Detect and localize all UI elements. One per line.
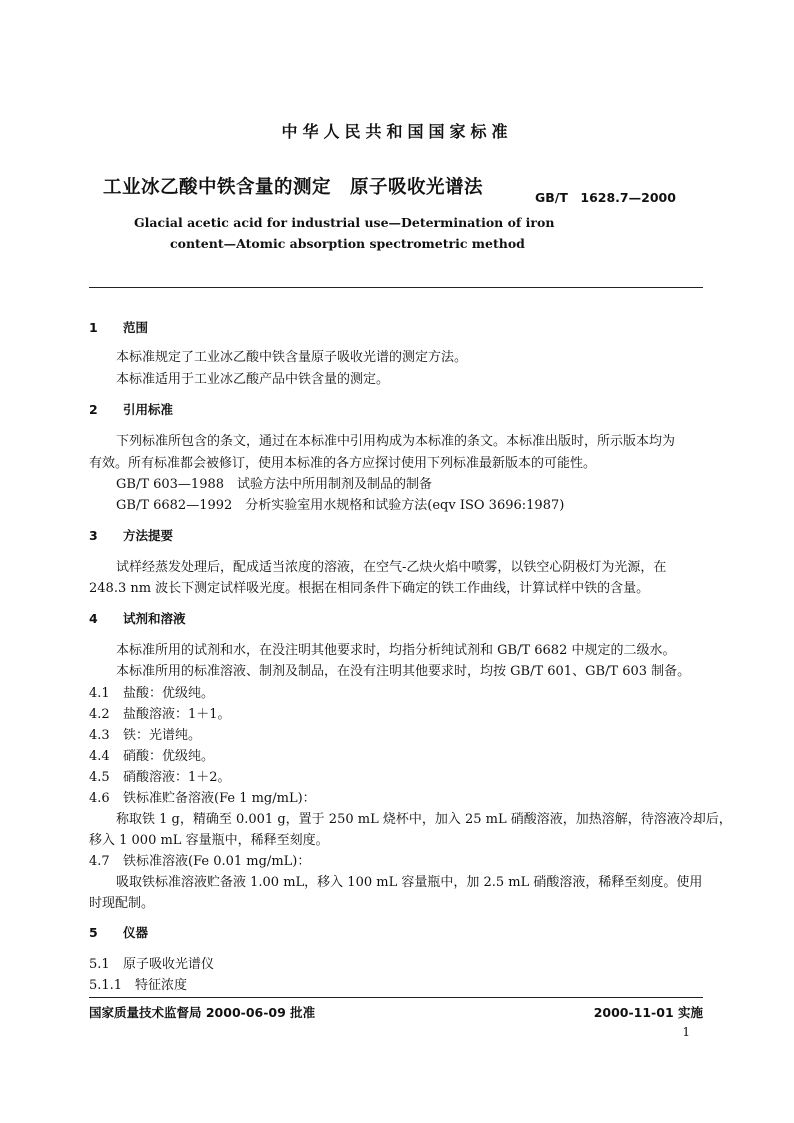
standard-number: GB/T 1628.7—2000 (535, 190, 676, 205)
list-item (89, 787, 316, 806)
footer-divider (89, 997, 703, 998)
clause-4-7-detail-line-1: 吸取铁标准溶液贮备液 1.00 mL，移入 100 mL 容量瓶中，加 2.5 mL 硝酸溶液，稀释至刻度。使用 (116, 875, 703, 890)
clause-text: 铁标准贮备溶液(Fe 1 mg/mL)： (123, 791, 316, 806)
document-title-en-line2: content—Atomic absorption spectrometric method (170, 236, 525, 251)
document-title-en-line1: Glacial acetic acid for industrial use—Determination of iron (134, 215, 555, 230)
list-item (89, 745, 214, 764)
section-4-para-2: 本标准所用的标准溶液、制剂及制品，在没有注明其他要求时，均按 GB/T 601、GB/T 603 制备。 (116, 664, 691, 679)
clause-number: 5.1 (89, 957, 110, 972)
clause-text: 盐酸溶液：1＋1。 (123, 707, 231, 722)
national-standard-heading: 中华人民共和国国家标准 (281, 122, 513, 141)
clause-4-6-detail-line-2: 移入 1 000 mL 容量瓶中，稀释至刻度。 (89, 833, 329, 848)
clause-text: 盐酸：优级纯。 (123, 686, 215, 701)
section-1-heading (89, 318, 148, 336)
reference-gb-603: GB/T 603—1988 试验方法中所用制剂及制品的制备 (116, 477, 433, 492)
clause-number: 4.7 (89, 854, 110, 869)
section-title: 方法提要 (123, 528, 174, 543)
clause-number: 4.4 (89, 749, 110, 764)
section-4-para-1: 本标准所用的试剂和水，在没注明其他要求时，均指分析纯试剂和 GB/T 6682 中规定的二级水。 (116, 643, 676, 658)
page-number: 1 (682, 1025, 690, 1039)
section-1-para-1: 本标准规定了工业冰乙酸中铁含量原子吸收光谱的测定方法。 (116, 350, 468, 365)
section-1-para-2: 本标准适用于工业冰乙酸产品中铁含量的测定。 (116, 372, 390, 387)
section-3-para-line-1: 试样经蒸发处理后，配成适当浓度的溶液，在空气-乙炔火焰中喷雾，以铁空心阴极灯为光源，在 (116, 560, 667, 575)
section-2-para-line-1: 下列标准所包含的条文，通过在本标准中引用构成为本标准的条文。本标准出版时，所示版本均为 (116, 434, 676, 449)
clause-number: 5.1.1 (89, 978, 123, 993)
section-4-heading (89, 609, 186, 627)
clause-text: 铁标准溶液(Fe 0.01 mg/mL)： (123, 854, 311, 869)
implementation-date: 2000-11-01 实施 (593, 1005, 703, 1020)
clause-number: 4.3 (89, 728, 110, 743)
section-number: 5 (89, 925, 98, 940)
section-title: 试剂和溶液 (123, 611, 186, 626)
list-item (89, 850, 310, 869)
clause-number: 4.6 (89, 791, 110, 806)
clause-text: 硝酸溶液：1＋2。 (123, 770, 231, 785)
list-item (89, 724, 201, 743)
section-3-heading (89, 526, 173, 544)
section-number: 1 (89, 320, 98, 335)
list-item (89, 703, 231, 722)
list-item (89, 682, 214, 701)
section-2-heading (89, 400, 173, 418)
section-2-para-line-2: 有效。所有标准都会被修订，使用本标准的各方应探讨使用下列标准最新版本的可能性。 (89, 456, 597, 471)
clause-text: 硝酸：优级纯。 (123, 749, 215, 764)
section-number: 3 (89, 528, 98, 543)
document-title-cn: 工业冰乙酸中铁含量的测定 原子吸收光谱法 (103, 177, 484, 198)
section-title: 仪器 (123, 925, 149, 940)
list-item (89, 953, 214, 972)
reference-gb-6682: GB/T 6682—1992 分析实验室用水规格和试验方法(eqv ISO 3696:1987) (116, 498, 565, 513)
clause-number: 4.1 (89, 686, 110, 701)
list-item (89, 766, 231, 785)
clause-4-7-detail-line-2: 时现配制。 (89, 896, 155, 911)
list-item (89, 974, 187, 993)
clause-number: 4.2 (89, 707, 110, 722)
section-3-para-line-2: 248.3 nm 波长下测定试样吸光度。根据在相同条件下确定的铁工作曲线，计算试样中铁的含量。 (89, 581, 650, 596)
clause-4-6-detail-line-1: 称取铁 1 g，精确至 0.001 g，置于 250 mL 烧杯中，加入 25 mL 硝酸溶液，加热溶解，待溶液冷却后， (116, 812, 732, 827)
section-number: 4 (89, 611, 98, 626)
clause-text: 铁：光谱纯。 (123, 728, 202, 743)
approval-line: 国家质量技术监督局 2000-06-09 批准 (89, 1005, 316, 1020)
clause-text: 特征浓度 (135, 978, 188, 993)
clause-number: 4.5 (89, 770, 110, 785)
section-title: 范围 (123, 320, 149, 335)
section-title: 引用标准 (123, 402, 174, 417)
section-number: 2 (89, 402, 98, 417)
header-divider (89, 287, 703, 288)
section-5-heading (89, 923, 148, 941)
clause-text: 原子吸收光谱仪 (123, 957, 215, 972)
